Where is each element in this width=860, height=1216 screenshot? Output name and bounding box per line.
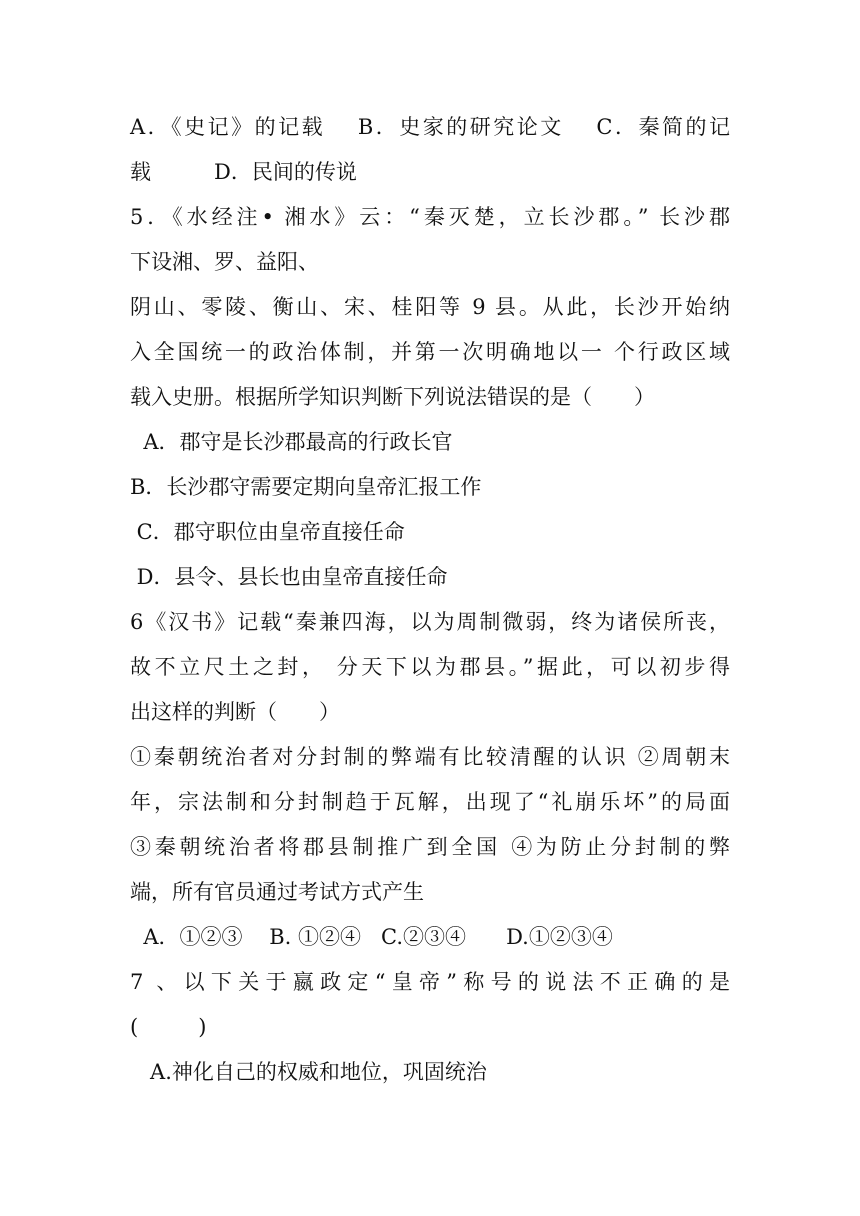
q6-stem-line-2: 故不立尺土之封， 分天下以为郡县。”据此，可以初步得 — [130, 655, 730, 679]
q5-option-d: D．县令、县长也由皇帝直接任命 — [130, 565, 448, 589]
q5-option-b: B．长沙郡守需要定期向皇帝汇报工作 — [130, 475, 482, 499]
q7-stem-line-1: 7 、以下关于嬴政定“皇帝”称号的说法不正确的是 — [130, 970, 730, 994]
q5-stem-line-5: 载入史册。根据所学知识判断下列说法错误的是（ ） — [130, 385, 655, 409]
q5-stem-line-4: 入全国统一的政治体制，并第一次明确地以一 个行政区域 — [130, 340, 730, 364]
q6-statement-line-3: ③秦朝统治者将郡县制推广到全国 ④为防止分封制的弊 — [130, 835, 730, 859]
q5-stem-line-2: 下设湘、罗、益阳、 — [130, 250, 319, 274]
q7-stem-line-2: ( ) — [130, 1015, 207, 1039]
q4-options-line-2: 载 D．民间的传说 — [130, 160, 357, 184]
q6-options: A．①②③ B. ①②④ C.②③④ D.①②③④ — [130, 925, 613, 949]
q5-stem-line-3: 阴山、零陵、衡山、宋、桂阳等 9 县。从此，长沙开始纳 — [130, 295, 730, 319]
q5-stem-line-1: 5．《水经注• 湘水》云：“秦灭楚，立长沙郡。” 长沙郡 — [130, 205, 730, 229]
q6-statement-line-4: 端，所有官员通过考试方式产生 — [130, 880, 424, 904]
q7-option-a: A.神化自己的权威和地位，巩固统治 — [130, 1060, 487, 1084]
q5-option-a: A．郡守是长沙郡最高的行政长官 — [130, 430, 453, 454]
q5-option-c: C．郡守职位由皇帝直接任命 — [130, 520, 405, 544]
q6-stem-line-3: 出这样的判断（ ） — [130, 700, 340, 724]
q6-statement-line-1: ①秦朝统治者对分封制的弊端有比较清醒的认识 ②周朝末 — [130, 745, 730, 769]
q6-statement-line-2: 年，宗法制和分封制趋于瓦解，出现了“礼崩乐坏”的局面 — [130, 790, 730, 814]
q4-options-line-1: A．《史记》的记载 B．史家的研究论文 C．秦简的记 — [130, 115, 730, 139]
q6-stem-line-1: 6《汉书》记载“秦兼四海，以为周制微弱，终为诸侯所丧， — [130, 610, 730, 634]
